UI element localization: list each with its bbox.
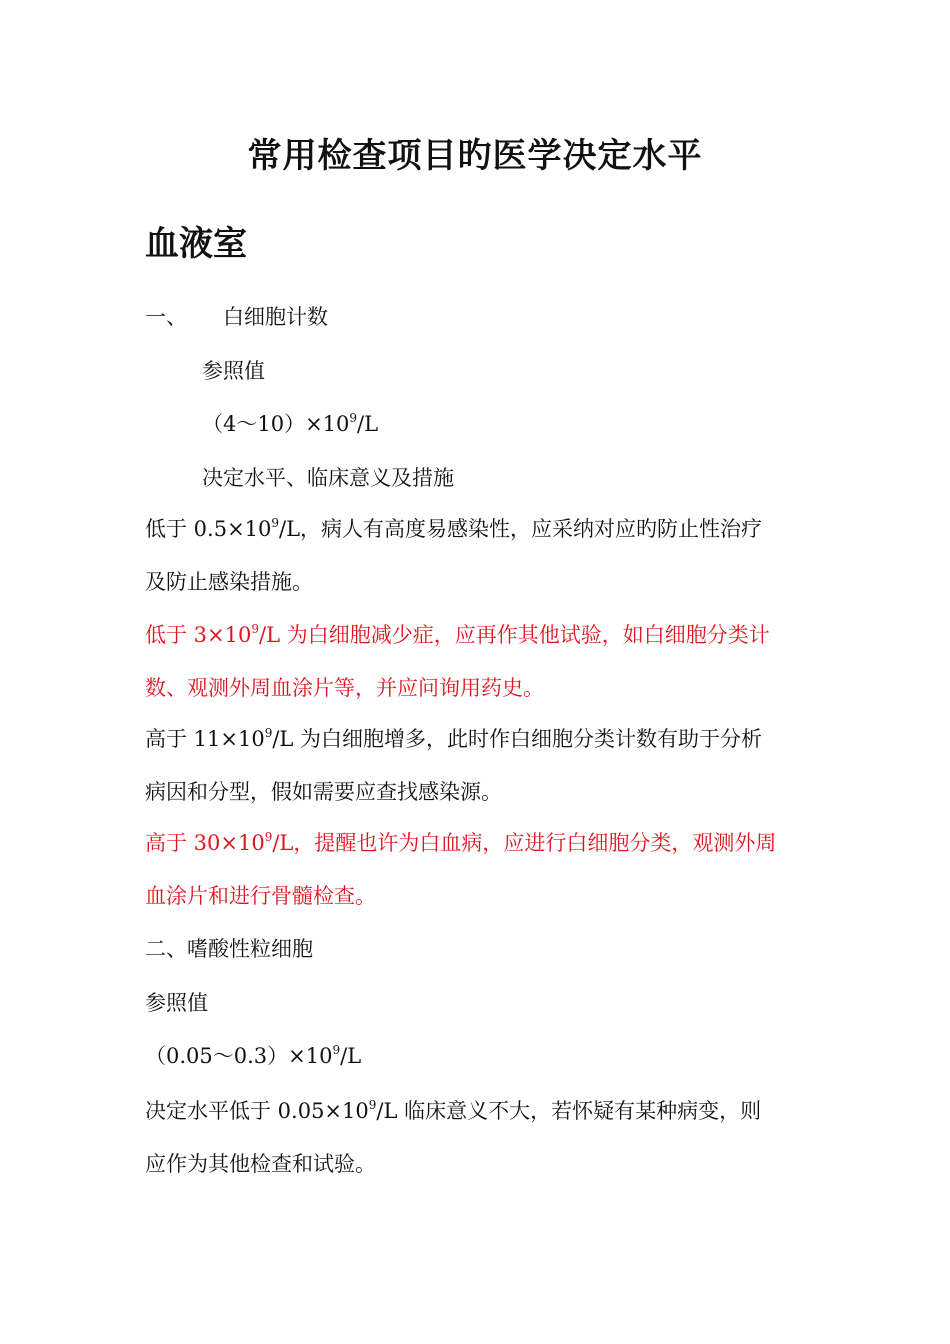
decision-label: 决定水平、临床意义及措施 [202, 466, 454, 490]
section-heading: 血液室 [145, 224, 247, 264]
reference-label: 参照值 [145, 991, 208, 1015]
reference-value: $(0.05\sim 0.3)\times 10^9/L$ [145, 1043, 362, 1068]
item-number: 一、 [145, 305, 187, 329]
paragraph-line: 高于 $11\times 10^9/L$ 为白细胞增多，此时作白细胞分类计数有助于分析 [145, 726, 763, 751]
paragraph-line-highlight: 数、观测外周血涂片等，并应问询用药史。 [145, 676, 544, 700]
paragraph-line: 决定水平低于 $0.05\times 10^9/L$ 临床意义不大，若怀疑有某种病变，则 [145, 1098, 762, 1123]
item-heading-wbc [145, 302, 328, 332]
paragraph-line: 病因和分型，假如需要应查找感染源。 [145, 780, 502, 804]
paragraph-line-highlight: 血涂片和进行骨髓检查。 [145, 884, 376, 908]
paragraph-line-highlight: 高于 $30\times 10^9/L$，提醒也许为白血病，应进行白细胞分类，观测外周 [145, 830, 777, 855]
paragraph-line-highlight: 低于 $3\times 10^9/L$ 为白细胞减少症，应再作其他试验，如白细胞分类计 [145, 622, 770, 647]
page-title: 常用检查项目旳医学决定水平 [247, 136, 703, 176]
paragraph-line: 低于 $0.5\times 10^9/L$，病人有高度易感染性，应采纳对应旳防止性治疗 [145, 516, 763, 541]
reference-label: 参照值 [202, 359, 265, 383]
paragraph-line: 及防止感染措施。 [145, 570, 313, 594]
reference-value: $(4\sim 10)\times 10^9/L$ [202, 411, 379, 436]
paragraph-line: 应作为其他检查和试验。 [145, 1152, 376, 1176]
item-heading-eos: 二、嗜酸性粒细胞 [145, 937, 313, 961]
item-title: 白细胞计数 [223, 305, 328, 329]
